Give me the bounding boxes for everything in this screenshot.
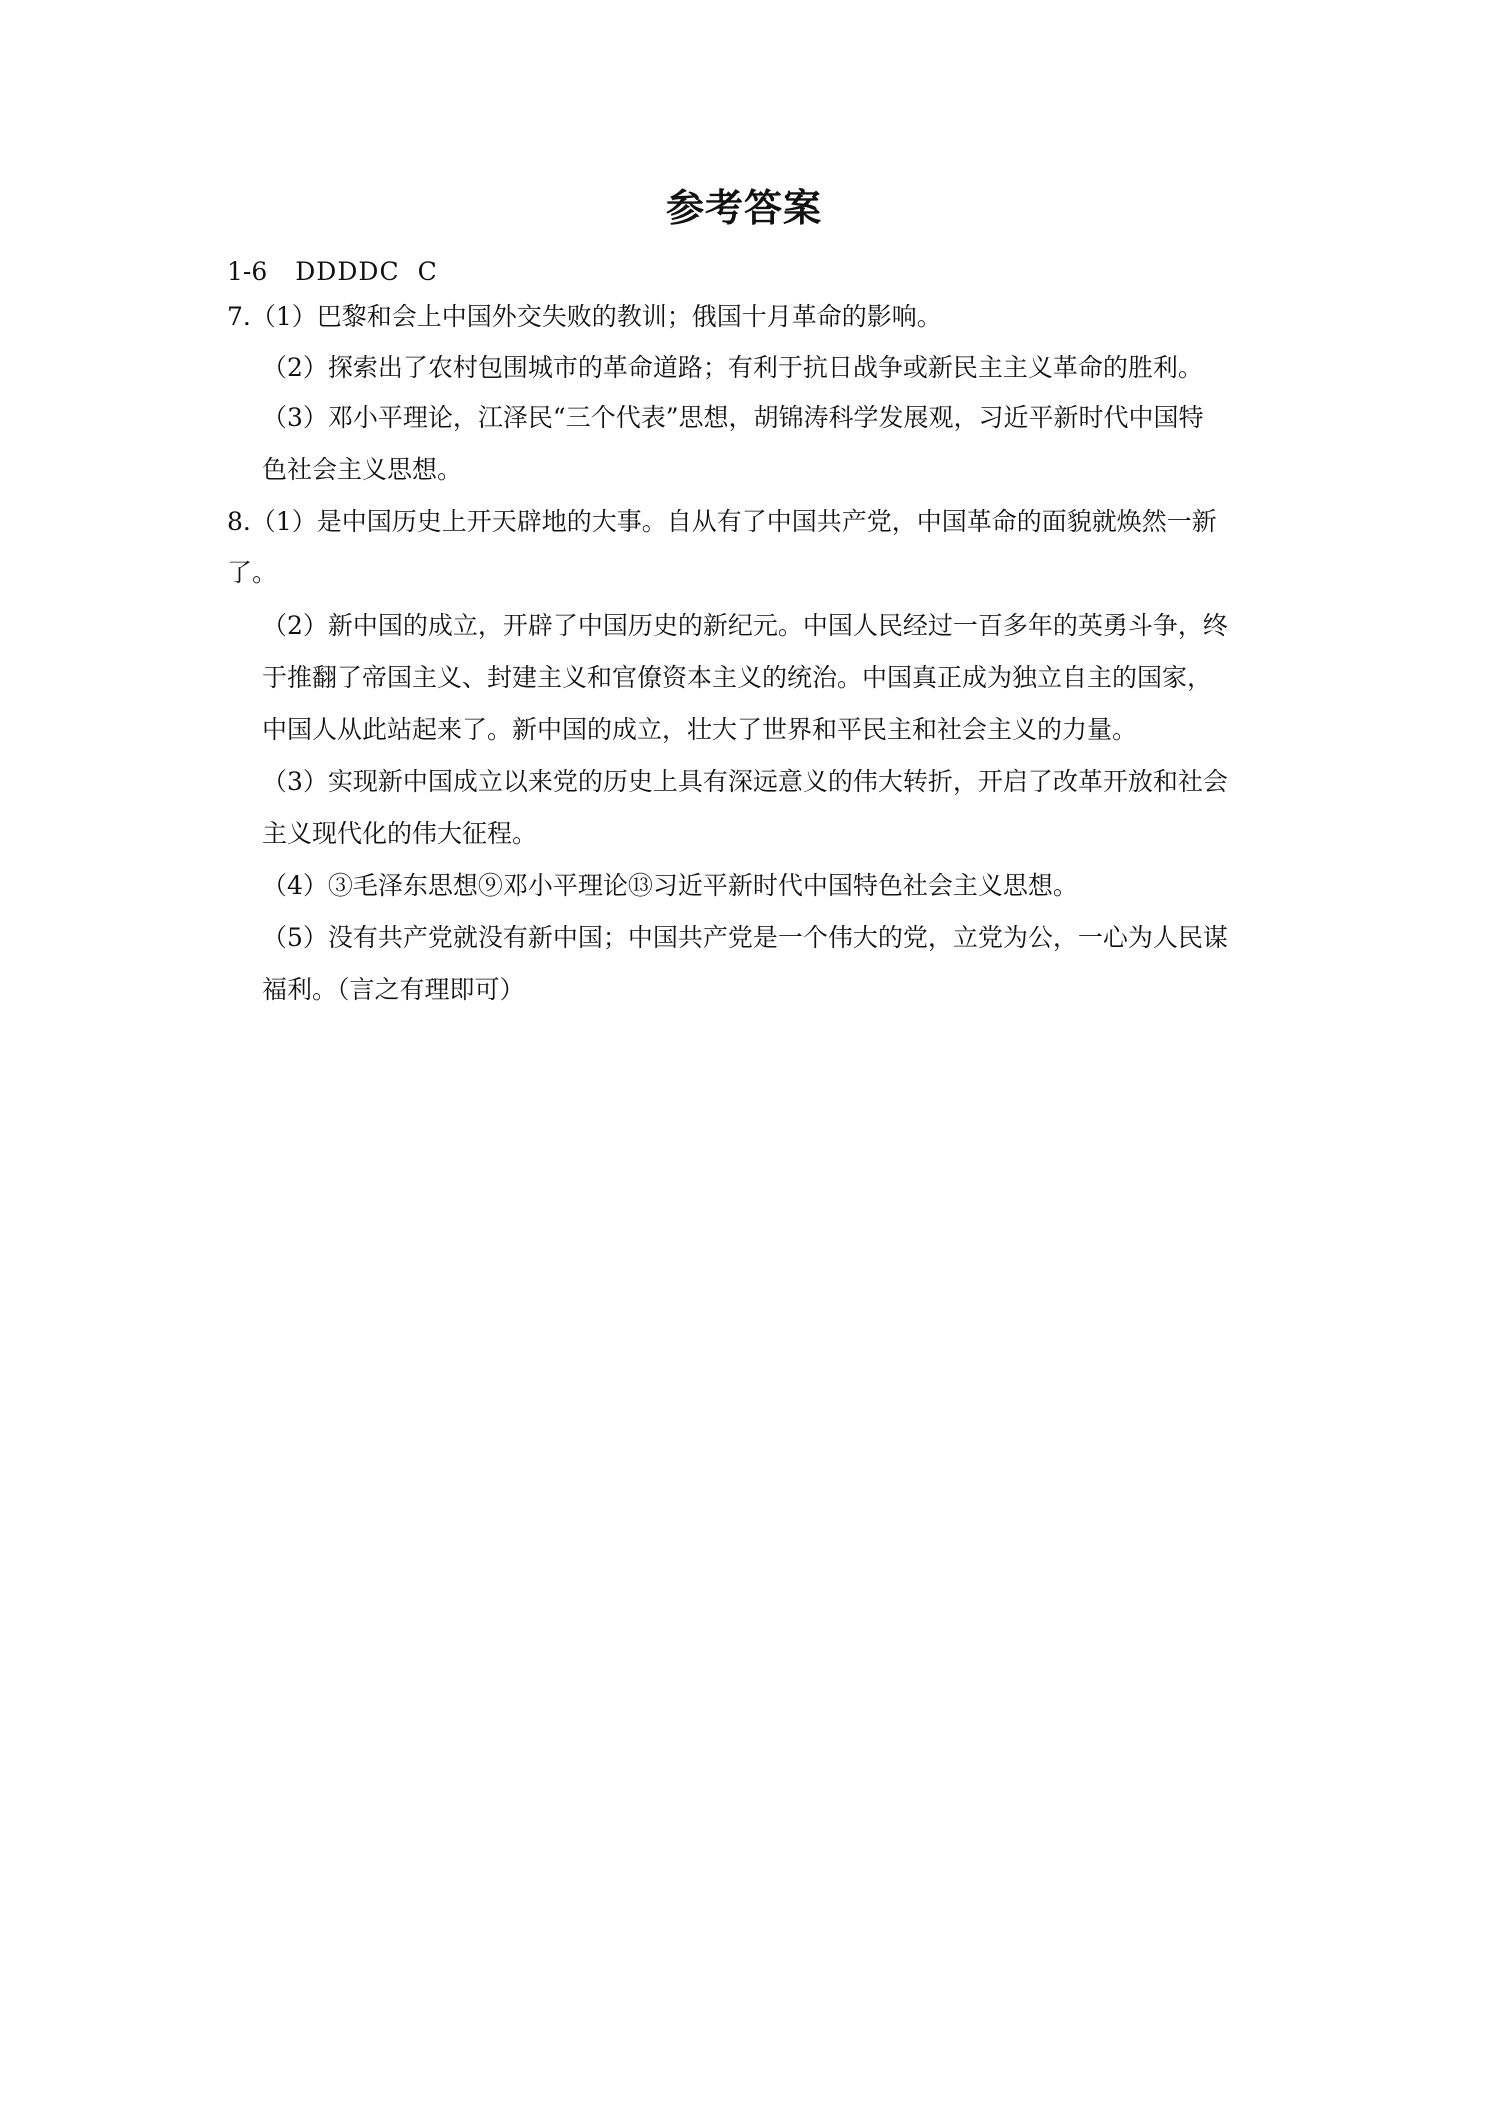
q8-line-8: （4）③毛泽东思想⑨邓小平理论⑬习近平新时代中国特色社会主义思想。	[262, 871, 1078, 900]
q8-line-6: （3）实现新中国成立以来党的历史上具有深远意义的伟大转折，开启了改革开放和社会	[262, 767, 1228, 796]
q8-line-7: 主义现代化的伟大征程。	[262, 819, 538, 848]
q8-line-3: （2）新中国的成立，开辟了中国历史的新纪元。中国人民经过一百多年的英勇斗争，终	[262, 611, 1228, 640]
q8-line-5: 中国人从此站起来了。新中国的成立，壮大了世界和平民主和社会主义的力量。	[262, 715, 1138, 744]
mcq-range: 1-6	[227, 257, 268, 286]
q7-line-3: （3）邓小平理论，江泽民“三个代表”思想，胡锦涛科学发展观，习近平新时代中国特	[262, 403, 1204, 432]
q8-line-1: 8.（1）是中国历史上开天辟地的大事。自从有了中国共产党，中国革命的面貌就焕然一新	[227, 507, 1217, 536]
q8-line-2: 了。	[227, 558, 278, 587]
mcq-answer-line	[227, 255, 437, 289]
page-title: 参考答案	[665, 186, 822, 230]
q8-line-4: 于推翻了帝国主义、封建主义和官僚资本主义的统治。中国真正成为独立自主的国家，	[262, 663, 1213, 692]
mcq-answers: DDDDC	[295, 257, 400, 286]
q7-line-4: 色社会主义思想。	[262, 455, 463, 484]
q8-line-9: （5）没有共产党就没有新中国；中国共产党是一个伟大的党，立党为公，一心为人民谋	[262, 923, 1228, 952]
q8-line-10: 福利。（言之有理即可）	[262, 975, 525, 1004]
q7-line-2: （2）探索出了农村包围城市的革命道路；有利于抗日战争或新民主主义革命的胜利。	[262, 353, 1203, 382]
mcq-last-answer: C	[417, 257, 437, 286]
q7-line-1: 7.（1）巴黎和会上中国外交失败的教训；俄国十月革命的影响。	[227, 302, 942, 331]
